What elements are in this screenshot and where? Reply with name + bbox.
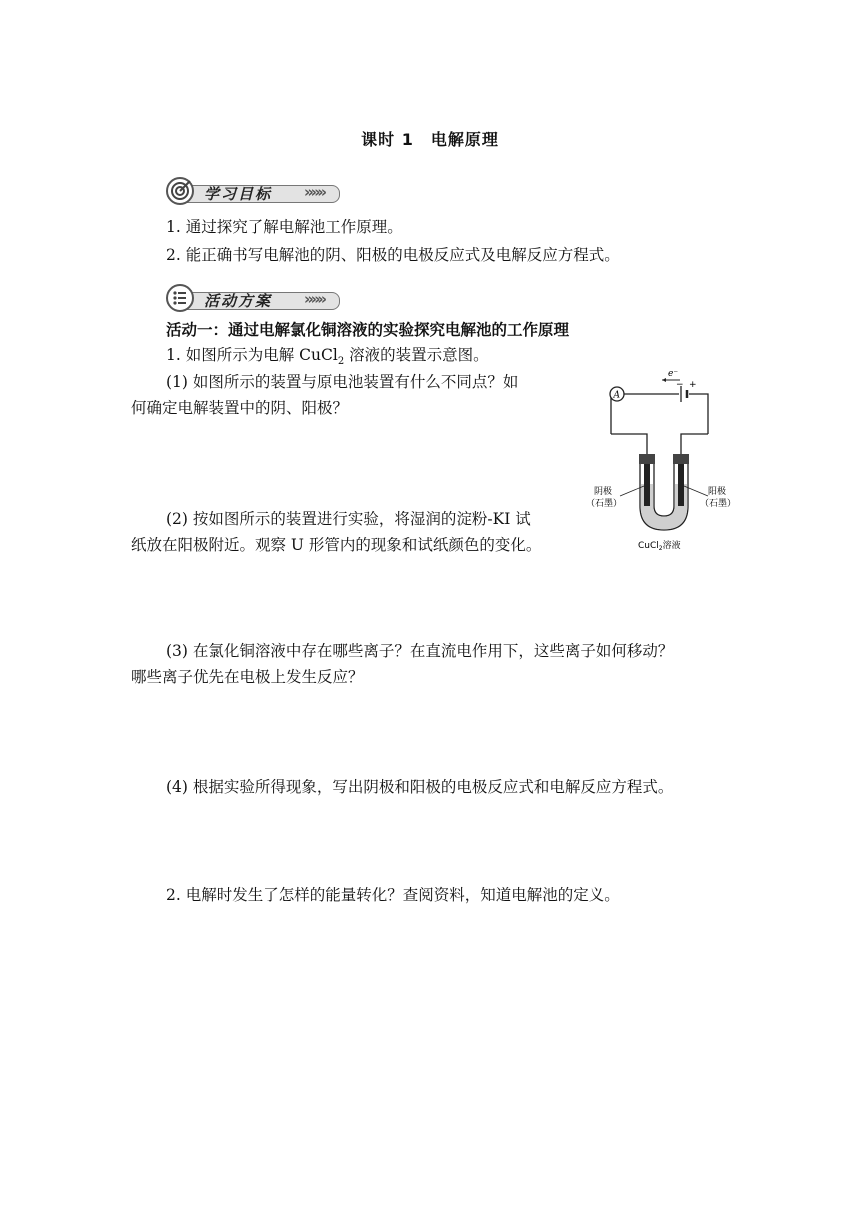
plus-sign: + [689,380,697,390]
banner-label: 活动方案 [204,292,273,310]
question-2: 2. 电解时发生了怎样的能量转化？查阅资料，知道电解池的定义。 [166,886,620,904]
list-icon [166,284,194,312]
arrow-head-icon [662,378,666,382]
question-1-4: (4) 根据实验所得现象，写出阴极和阳极的电极反应式和电解反应方程式。 [166,778,674,796]
chevrons-icon: »»» [304,183,325,201]
question-1-1-line2: 何确定电解装置中的阴、阳极？ [131,399,349,417]
electrolysis-diagram [584,366,744,556]
u-tube-inner [654,464,674,516]
objective-1: 1. 通过探究了解电解池工作原理。 [166,218,403,236]
chevrons-icon: »»» [304,290,325,308]
right-stopper [673,454,689,464]
question-1-3-line2: 哪些离子优先在电极上发生反应？ [131,668,364,686]
activity-1-title: 活动一：通过电解氯化铜溶液的实验探究电解池的工作原理 [166,321,570,339]
cathode-electrode [644,464,650,506]
question-1-2-line2: 纸放在阳极附近。观察 U 形管内的现象和试纸颜色的变化。 [131,536,542,554]
learning-objectives-banner [166,177,342,205]
cathode-material: （石墨） [586,499,623,509]
objective-2: 2. 能正确书写电解池的阴、阳极的电极反应式及电解反应方程式。 [166,246,620,264]
minus-sign: − [676,380,684,390]
anode-electrode [678,464,684,506]
target-icon [166,177,194,205]
question-1-1-line1: (1) 如图所示的装置与原电池装置有什么不同点？如 [166,373,519,391]
cathode-label: 阴极 [594,487,613,497]
activity-plan-banner [166,284,342,312]
page-title: 课时 1 电解原理 [361,130,499,149]
question-1-intro: 1. 如图所示为电解 CuCl$_2$ 溶液的装置示意图。 [166,346,489,368]
circuit-wire [689,394,708,434]
solution-label: CuCl$_2$溶液 [638,541,681,552]
question-1-3-line1: (3) 在氯化铜溶液中存在哪些离子？在直流电作用下，这些离子如何移动？ [166,642,674,660]
question-1-2-line1: (2) 按如图所示的装置进行实验，将湿润的淀粉-KI 试 [166,510,531,528]
electron-label: e⁻ [668,369,679,379]
ammeter-label: A [613,390,620,401]
banner-label: 学习目标 [204,185,273,203]
left-stopper [639,454,655,464]
anode-label: 阳极 [708,487,727,497]
anode-material: （石墨） [700,499,737,509]
